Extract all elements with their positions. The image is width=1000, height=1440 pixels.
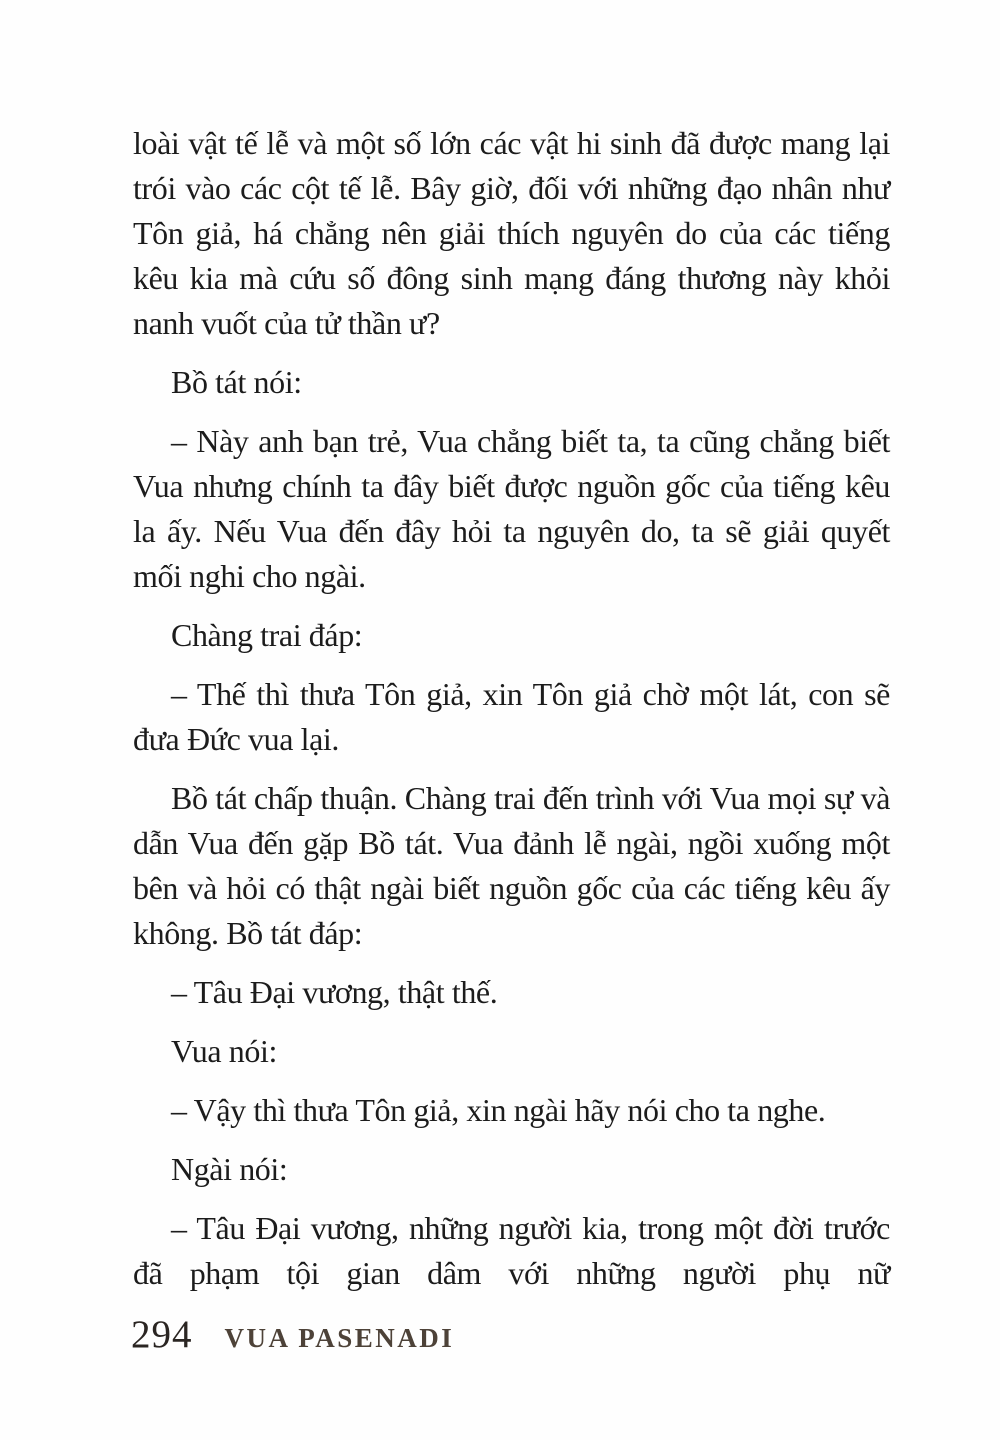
paragraph: – Tâu Đại vương, thật thế. (171, 974, 498, 1010)
page-footer (131, 1312, 454, 1357)
paragraph: – Tâu Đại vương, những người kia, trong một đời trước đã phạm tội gian dâm với những người phụ nữ (133, 1210, 890, 1291)
paragraph: – Thế thì thưa Tôn giả, xin Tôn giả chờ một lát, con sẽ đưa Đức vua lại. (133, 676, 890, 757)
paragraph: Ngài nói: (171, 1151, 288, 1187)
paragraph: Chàng trai đáp: (171, 617, 363, 653)
paragraph: Bồ tát chấp thuận. Chàng trai đến trình với Vua mọi sự và dẫn Vua đến gặp Bồ tát. Vua đảnh lễ ngài, ngồi xuống một bên và hỏi có thật ngài biết nguồn gốc của các tiếng kêu ấy không. Bồ tát đáp: (133, 780, 890, 951)
paragraph: – Này anh bạn trẻ, Vua chẳng biết ta, ta cũng chẳng biết Vua nhưng chính ta đây biết được nguồn gốc của tiếng kêu la ấy. Nếu Vua đến đây hỏi ta nguyên do, ta sẽ giải quyết mối nghi cho ngài. (133, 423, 890, 594)
paragraph: – Vậy thì thưa Tôn giả, xin ngài hãy nói cho ta nghe. (171, 1092, 826, 1128)
paragraph: Vua nói: (171, 1033, 277, 1069)
page-number: 294 (131, 1313, 193, 1356)
paragraph: Bồ tát nói: (171, 364, 302, 400)
paragraph: loài vật tế lễ và một số lớn các vật hi sinh đã được mang lại trói vào các cột tế lễ. Bây giờ, đối với những đạo nhân như Tôn giả, há chẳng nên giải thích nguyên do của các tiếng kêu kia mà cứu số đông sinh mạng đáng thương này khỏi nanh vuốt của tử thần ư? (133, 125, 890, 341)
running-title: VUA PASENADI (224, 1323, 455, 1353)
page-text-block (133, 121, 890, 1296)
